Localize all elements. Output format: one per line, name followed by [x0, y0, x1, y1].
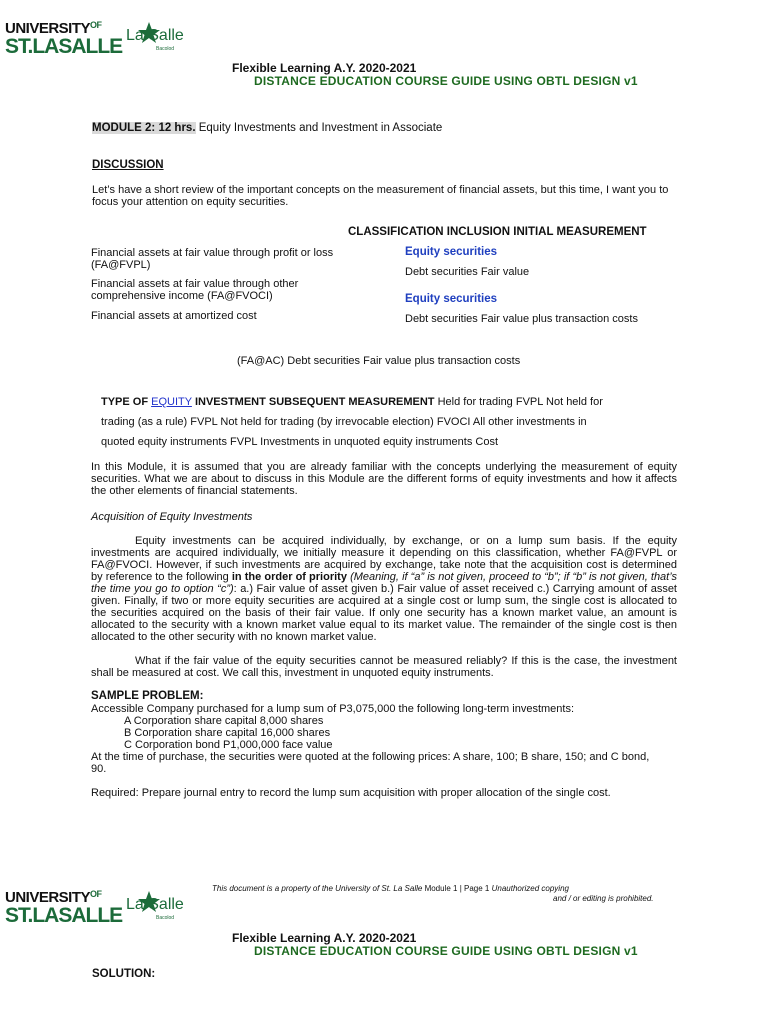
footer-page: Module 1 | Page 1 [424, 884, 490, 893]
type-lead: TYPE OF [101, 396, 149, 408]
acquisition-paragraph-1 [91, 535, 677, 643]
solution-heading: SOLUTION: [92, 968, 156, 980]
header2-line2: DISTANCE EDUCATION COURSE GUIDE USING OBTL DESIGN v1 [254, 944, 638, 958]
equity-securities-2: Equity securities [405, 293, 498, 305]
footer-copying: Unauthorized copying [491, 884, 569, 893]
type-line1-rest: Held for trading FVPL Not held for [437, 396, 603, 408]
module-title [92, 122, 442, 135]
equity-securities-1: Equity securities [405, 246, 498, 258]
sample-item-b: B Corporation share capital 16,000 shares [124, 727, 331, 739]
type-line3: quoted equity instruments FVPL Investments in unquoted equity instruments Cost [101, 436, 499, 448]
footer-property: This document is a property of the University of St. La Salle [212, 884, 423, 893]
acq-priority: in the order of priority [231, 571, 347, 583]
class-item-amortized: Financial assets at amortized cost [91, 310, 257, 322]
st-lasalle-text-2: ST.LASALLE [5, 904, 123, 927]
module-paragraph: In this Module, it is assumed that you are already familiar with the concepts underlying the measurement of equity securities. What we are about to discuss in this Module are the different forms of equity investments and how it affects the other elements of financial statements. [91, 461, 677, 497]
header-line1: Flexible Learning A.Y. 2020-2021 [232, 61, 417, 75]
lasalle-text-2: La Salle [126, 896, 184, 913]
faac-line [237, 355, 520, 367]
acq-text-a: Equity investments can be acquired individually, by exchange, or on a lump sum basis. If the equity investments are acquired individually, we initially measure it depending on this classification, whether FA@FVPL or FA@FVOCI. However, if such investments are acquired by exchange, take note that the acquisition cost is determined by reference to the following [91, 535, 677, 583]
sample-line1: Accessible Company purchased for a lump sum of P3,075,000 the following long-term investments: [91, 703, 575, 715]
sample-item-c: C Corporation bond P1,000,000 face value [124, 739, 333, 751]
of-text-2: OF [90, 889, 102, 899]
university-text: UNIVERSITY [5, 20, 91, 37]
discussion-heading: DISCUSSION [92, 159, 164, 171]
acq-meaning: (Meaning, if “a” is not given, proceed to “b”; if “b” is not given, that’s the time you go to option “c”) [91, 571, 677, 595]
acquisition-paragraph-2: What if the fair value of the equity securities cannot be measured reliably? If this is the case, the investment shall be measured at cost. We call this, investment in unquoted equity instruments. [91, 655, 677, 679]
type-line2: trading (as a rule) FVPL Not held for trading (by irrevocable election) FVOCI All other investments in [101, 416, 587, 428]
faac-label: (FA@AC) [237, 355, 285, 367]
fair-value-1: Fair value [480, 266, 530, 278]
footer-line1 [212, 884, 682, 893]
bacolod-text-2: Bacolod [156, 915, 175, 921]
type-bold-rest: INVESTMENT SUBSEQUENT MEASUREMENT [194, 396, 435, 408]
module-label: MODULE 2: 12 hrs. [92, 122, 196, 134]
lasalle-text: La Salle [126, 27, 184, 44]
debt-securities-1: Debt securities [405, 266, 478, 278]
university-logo-2 [5, 889, 123, 927]
acquisition-heading: Acquisition of Equity Investments [91, 511, 253, 523]
classification-heading: CLASSIFICATION INCLUSION INITIAL MEASUREMENT [348, 226, 647, 238]
lasalle-logo [126, 22, 206, 52]
header2-line1: Flexible Learning A.Y. 2020-2021 [232, 931, 417, 945]
lasalle-logo-2 [126, 891, 206, 921]
debt-row-1 [405, 266, 529, 278]
class-item-fvoci: Financial assets at fair value through other comprehensive income (FA@FVOCI) [91, 278, 299, 302]
acq-text-b: : a.) Fair value of asset given b.) Fair value of asset received c.) Carrying amount of asset given. Finally, if two or more equity securities are acquired at a single cost or lump sum, the single cost is allocated to the securities acquired on the basis of their fair value. If only one security has a known market value, an amount is allocated to the security with a known market value equal to its market value. The remainder of the single cost is then allocated to the other security with no known market value. [91, 583, 677, 643]
university-logo [5, 20, 123, 58]
equity-link[interactable]: EQUITY [151, 396, 192, 408]
debt-securities-2: Debt securities [405, 313, 478, 325]
university-text-2: UNIVERSITY [5, 889, 91, 906]
class-item-fvpl: Financial assets at fair value through profit or loss (FA@FVPL) [91, 247, 334, 271]
sample-item-a: A Corporation share capital 8,000 shares [124, 715, 324, 727]
st-lasalle-text: ST.LASALLE [5, 35, 123, 58]
of-text: OF [90, 20, 102, 30]
sample-quote: At the time of purchase, the securities were quoted at the following prices: A share, 100; B share, 150; and C bond, 90. [91, 751, 650, 775]
module-name: Equity Investments and Investment in Associate [198, 122, 443, 134]
type-of-equity-block [101, 392, 711, 452]
faac-text: Debt securities Fair value plus transaction costs [287, 355, 521, 367]
footer-line2: and / or editing is prohibited. [553, 894, 654, 903]
debt-row-2 [405, 313, 638, 325]
header-line2: DISTANCE EDUCATION COURSE GUIDE USING OBTL DESIGN v1 [254, 74, 638, 88]
sample-required: Required: Prepare journal entry to record the lump sum acquisition with proper allocation of the single cost. [91, 787, 611, 799]
sample-heading: SAMPLE PROBLEM: [91, 690, 204, 702]
fair-value-2: Fair value plus transaction costs [480, 313, 638, 325]
intro-paragraph: Let’s have a short review of the important concepts on the measurement of financial assets, but this time, I want you to focus your attention on equity securities. [92, 184, 669, 208]
bacolod-text: Bacolod [156, 46, 175, 52]
